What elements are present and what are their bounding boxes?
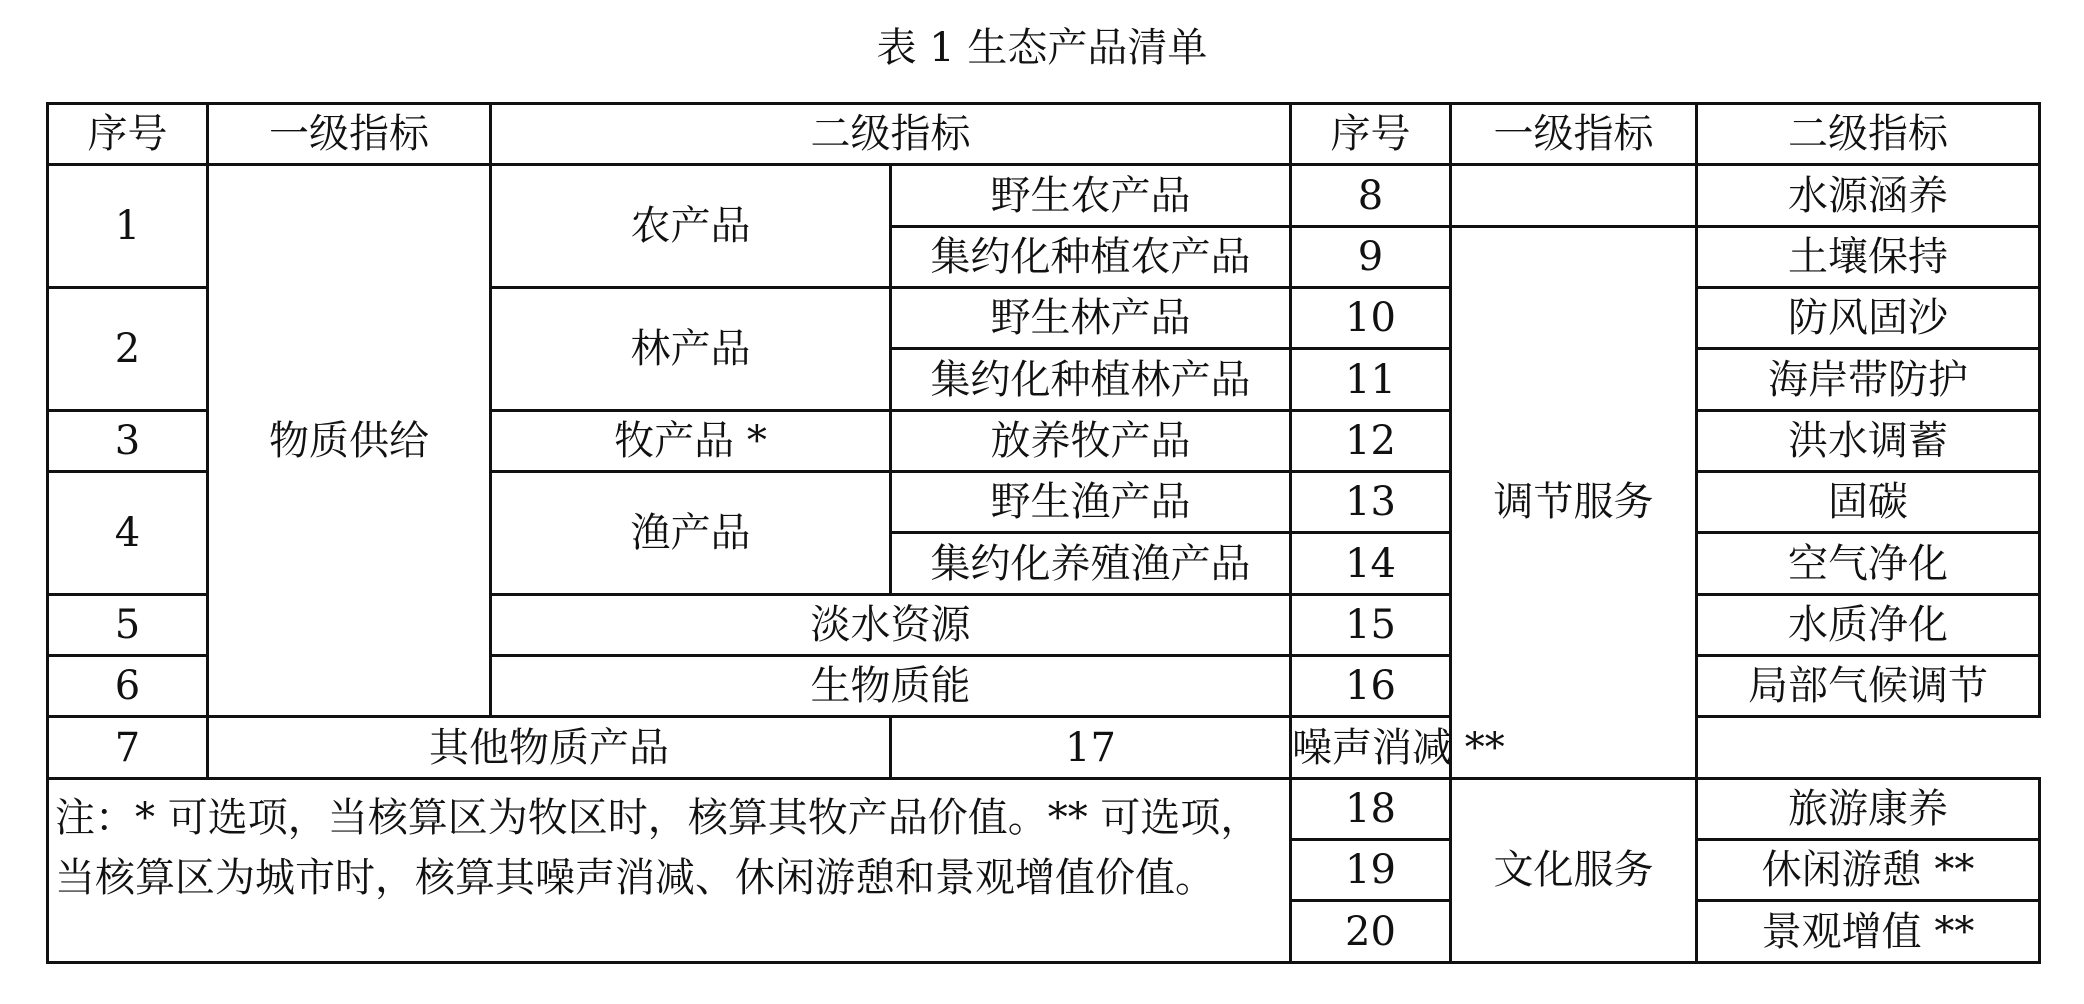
header-level2: 二级指标 (491, 104, 1291, 165)
sub-cell: 生物质能 (491, 656, 1291, 717)
seq-cell: 15 (1291, 594, 1451, 655)
group-empty-cell (1451, 165, 1697, 226)
group-regulation-services: 调节服务 (1451, 226, 1697, 778)
seq-cell: 10 (1291, 288, 1451, 349)
item-cell: 集约化种植林产品 (891, 349, 1291, 410)
seq-cell: 8 (1291, 165, 1451, 226)
header-row (48, 104, 2040, 165)
header-level1: 一级指标 (208, 104, 491, 165)
header-seq-right: 序号 (1291, 104, 1451, 165)
sub-cell: 农产品 (491, 165, 891, 288)
seq-cell: 12 (1291, 410, 1451, 471)
table-row (48, 165, 2040, 226)
seq-cell: 17 (891, 717, 1291, 778)
seq-cell: 7 (48, 717, 208, 778)
sub-cell: 淡水资源 (491, 594, 1291, 655)
seq-cell: 3 (48, 410, 208, 471)
seq-cell: 18 (1291, 778, 1451, 839)
item-cell: 旅游康养 (1697, 778, 2040, 839)
item-cell: 集约化种植农产品 (891, 226, 1291, 287)
seq-cell: 9 (1291, 226, 1451, 287)
seq-cell: 14 (1291, 533, 1451, 594)
seq-cell: 6 (48, 656, 208, 717)
sub-cell: 牧产品 * (491, 410, 891, 471)
seq-cell: 20 (1291, 901, 1451, 963)
sub-cell: 渔产品 (491, 472, 891, 595)
item-cell: 防风固沙 (1697, 288, 2040, 349)
seq-cell: 16 (1291, 656, 1451, 717)
table-note: 注：* 可选项，当核算区为牧区时，核算其牧产品价值。** 可选项，当核算区为城市时，核算其噪声消减、休闲游憩和景观增值价值。 (48, 778, 1291, 962)
item-cell: 噪声消减 ** (1291, 717, 1451, 778)
item-cell: 集约化养殖渔产品 (891, 533, 1291, 594)
seq-cell: 19 (1291, 840, 1451, 901)
header-seq: 序号 (48, 104, 208, 165)
group-cultural-services: 文化服务 (1451, 778, 1697, 962)
seq-cell: 4 (48, 472, 208, 595)
table-row (48, 717, 2040, 778)
seq-cell: 2 (48, 288, 208, 411)
item-cell: 放养牧产品 (891, 410, 1291, 471)
header-level1-right: 一级指标 (1451, 104, 1697, 165)
item-cell: 水源涵养 (1697, 165, 2040, 226)
group-material-supply: 物质供给 (208, 165, 491, 717)
sub-cell: 其他物质产品 (208, 717, 891, 778)
item-cell: 洪水调蓄 (1697, 410, 2040, 471)
item-cell: 土壤保持 (1697, 226, 2040, 287)
item-cell: 休闲游憩 ** (1697, 840, 2040, 901)
table-row (48, 778, 2040, 839)
seq-cell: 11 (1291, 349, 1451, 410)
table-caption: 表 1 生态产品清单 (876, 25, 1208, 71)
item-cell: 野生农产品 (891, 165, 1291, 226)
seq-cell: 5 (48, 594, 208, 655)
item-cell: 景观增值 ** (1697, 901, 2040, 963)
sub-cell: 林产品 (491, 288, 891, 411)
seq-cell: 1 (48, 165, 208, 288)
item-cell: 局部气候调节 (1697, 656, 2040, 717)
seq-cell: 13 (1291, 472, 1451, 533)
item-cell: 空气净化 (1697, 533, 2040, 594)
item-cell: 水质净化 (1697, 594, 2040, 655)
item-cell: 固碳 (1697, 472, 2040, 533)
ecological-products-table (46, 102, 2041, 964)
item-cell: 野生渔产品 (891, 472, 1291, 533)
header-level2-right: 二级指标 (1697, 104, 2040, 165)
item-cell: 海岸带防护 (1697, 349, 2040, 410)
item-cell: 野生林产品 (891, 288, 1291, 349)
